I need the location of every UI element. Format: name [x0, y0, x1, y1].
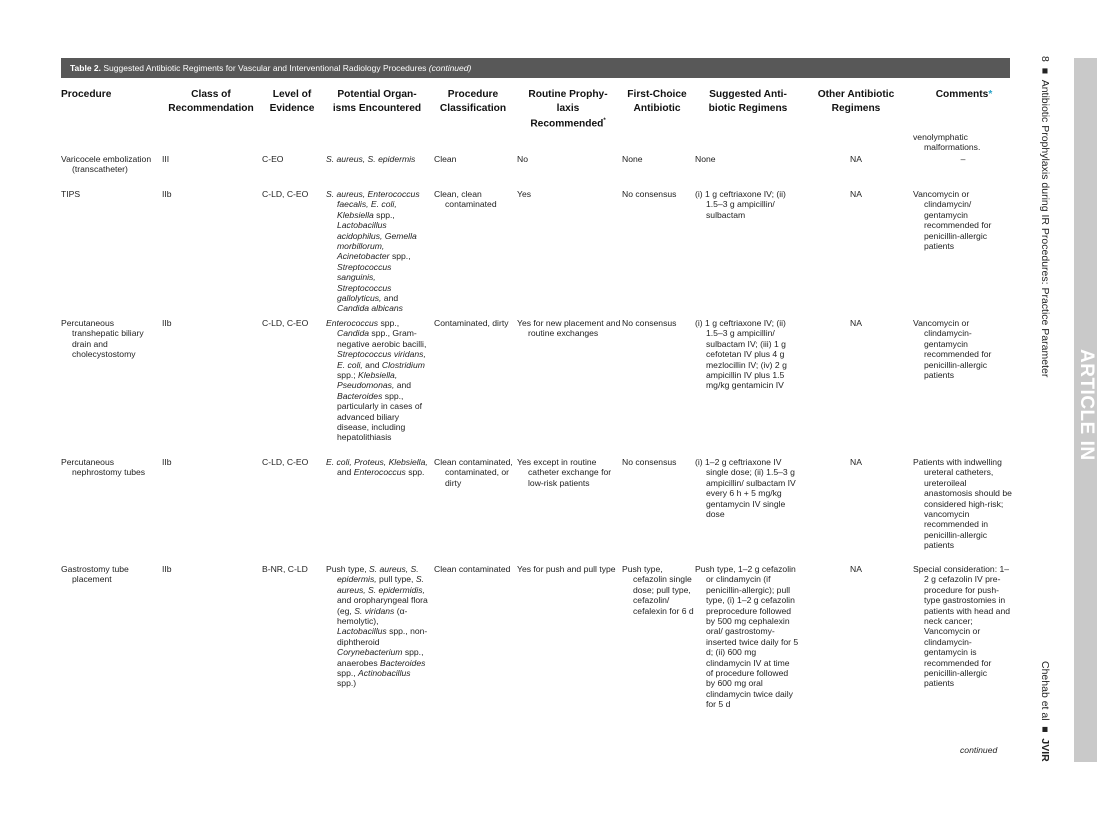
cell-procedure: Percutaneous transhepatic biliary drain and cholecystostomy: [61, 318, 144, 360]
col-header-first-choice: First-Choice Antibiotic: [627, 89, 687, 114]
side-banner-text: ARTICLE IN PRESS: [1052, 349, 1097, 461]
cell-first-choice: None: [622, 154, 643, 164]
cell-suggested: (i) 1 g ceftriaxone IV; (ii) 1.5–3 g ampicillin/ sulbactam IV; (iii) 1 g cefotetan IV plus 4 g mezlocillin IV; (iv) 2 g ampicillin IV plus 1.5 mg/kg gentamicin IV: [695, 318, 787, 391]
cell-first-choice: No consensus: [622, 318, 677, 328]
cell-class: IIb: [162, 457, 172, 467]
cell-procedure-class: Clean: [434, 154, 457, 164]
cell-suggested: (i) 1 g ceftriaxone IV; (ii) 1.5–3 g ampicillin/ sulbactam: [695, 189, 786, 220]
cell-routine: Yes for new placement and routine exchanges: [517, 318, 621, 339]
cell-procedure-class: Contaminated, dirty: [434, 318, 509, 328]
running-header-author-block: Chehab et al ■ JVIR: [1039, 661, 1051, 762]
table-caption-title: Suggested Antibiotic Regiments for Vascular and Interventional Radiology Procedures: [101, 63, 429, 73]
cell-other: NA: [850, 154, 862, 164]
table-caption-continued: (continued): [428, 63, 472, 73]
cell-other: NA: [850, 318, 862, 328]
running-journal: JVIR: [1039, 738, 1051, 762]
col-header-procedure-class: Procedure Classification: [439, 89, 507, 114]
cell-class: IIb: [162, 189, 172, 199]
cell-comment: Vancomycin or clindamycin/ gentamycin recommended for penicillin-allergic patients: [913, 189, 992, 252]
cell-other: NA: [850, 564, 862, 574]
cell-routine: Yes: [517, 189, 532, 199]
col-header-suggested: Suggested Anti- biotic Regimens: [708, 89, 788, 114]
col-header-other: Other Antibiotic Regimens: [817, 89, 895, 114]
cell-organisms: E. coli, Proteus, Klebsiella, and Enterococcus spp.: [326, 457, 428, 478]
cell-organisms: Push type, S. aureus, S. epidermis, pull type, S. aureus, S. epidermidis, and oropharyngeal flora (eg, S. viridans (α-hemolytic), Lactobacillus spp., non-diphtheroid Corynebacterium spp., anaerobes Bacteroides spp., Actinobacillus spp.): [326, 564, 428, 689]
running-authors: Chehab et al: [1039, 661, 1051, 721]
cell-comment: Vancomycin or clindamycin-gentamycin recommended for penicillin-allergic patients: [913, 318, 992, 381]
cell-level: C-LD, C-EO: [262, 457, 309, 467]
cell-first-choice: No consensus: [622, 189, 677, 199]
cell-level: C-LD, C-EO: [262, 189, 309, 199]
cell-procedure: TIPS: [61, 189, 81, 199]
cell-procedure-class: Clean contaminated, contaminated, or dirty: [434, 457, 513, 488]
cell-first-choice: No consensus: [622, 457, 677, 467]
continued-note: continued: [960, 745, 998, 755]
page-number: 8: [1039, 56, 1051, 62]
cell-suggested: None: [695, 154, 716, 164]
col-header-routine: Routine Prophy- laxis Recommended*: [528, 89, 608, 130]
col-header-organisms: Potential Organ- isms Encountered: [332, 89, 422, 114]
cell-level: C-EO: [262, 154, 284, 164]
cell-class: IIb: [162, 318, 172, 328]
cell-routine: Yes for push and pull type: [517, 564, 616, 574]
cell-level: C-LD, C-EO: [262, 318, 309, 328]
cell-other: NA: [850, 189, 862, 199]
cell-comment: Patients with indwelling ureteral catheters, ureteroileal anastomosis should be considered high-risk; vancomycin recommended in penicillin-allergic patients: [913, 457, 1012, 551]
cell-procedure: Percutaneous nephrostomy tubes: [61, 457, 146, 478]
carryover-comment: venolymphatic malformations.: [913, 132, 981, 153]
cell-organisms: Enterococcus spp., Candida spp., Gram-negative aerobic bacilli, Streptococcus viridans, E. coli, and Clostridium spp.; Klebsiella, Pseudomonas, and Bacteroides spp., particularly in cases of advanced biliary disease, including hepatolithiasis: [326, 318, 427, 443]
cell-class: IIb: [162, 564, 172, 574]
cell-organisms: S. aureus, Enterococcus faecalis, E. coli, Klebsiella spp., Lactobacillus acidophilus, Gemella morbillorum, Acinetobacter spp., Streptococcus sanguinis, Streptococcus gallolyticus, and Candida albicans: [326, 189, 420, 314]
cell-suggested: Push type, 1–2 g cefazolin or clindamycin (if penicillin-allergic); pull type, (i) 1–2 g cefazolin preprocedure followed by 500 mg cephalexin oral/ gastrostomy-inserted twice daily for 5 d; (ii) 600 mg clindamycin IV at time of procedure followed by 600 mg oral clindamycin twice daily for 5 d: [695, 564, 799, 710]
running-header-title-block: 8 ■ Antibiotic Prophylaxis during IR Procedures: Practice Parameter: [1039, 56, 1051, 378]
cell-routine: Yes except in routine catheter exchange for low-risk patients: [517, 457, 612, 488]
table-caption-label: Table 2.: [70, 63, 102, 73]
table-caption: [61, 58, 1010, 78]
cell-procedure-class: Clean, clean contaminated: [434, 189, 497, 210]
col-header-class: Class of Recommendation: [168, 89, 254, 114]
col-header-level: Level of Evidence: [269, 89, 315, 114]
cell-comment: –: [960, 154, 966, 164]
cell-organisms: S. aureus, S. epidermis: [326, 154, 416, 164]
cell-class: III: [162, 154, 170, 164]
cell-procedure: Gastrostomy tube placement: [61, 564, 129, 585]
running-title: Antibiotic Prophylaxis during IR Procedures: Practice Parameter: [1039, 79, 1051, 378]
cell-first-choice: Push type, cefazolin single dose; pull type, cefazolin/ cefalexin for 6 d: [622, 564, 694, 616]
cell-routine: No: [517, 154, 528, 164]
cell-procedure: Varicocele embolization (transcatheter): [61, 154, 152, 175]
col-header-comments: Comments*: [935, 89, 993, 100]
cell-comment: Special consideration: 1–2 g cefazolin IV pre-procedure for push-type gastrostomies in patients with head and neck cancer; Vancomycin or clindamycin-gentamycin is recommended for penicillin-allergic patients: [913, 564, 1011, 689]
col-header-procedure: Procedure: [61, 89, 112, 100]
cell-procedure-class: Clean contaminated: [434, 564, 511, 574]
cell-suggested: (i) 1–2 g ceftriaxone IV single dose; (ii) 1.5–3 g ampicillin/ sulbactam IV every 6 h + 5 mg/kg gentamycin IV single dose: [695, 457, 796, 520]
cell-other: NA: [850, 457, 862, 467]
cell-level: B-NR, C-LD: [262, 564, 308, 574]
